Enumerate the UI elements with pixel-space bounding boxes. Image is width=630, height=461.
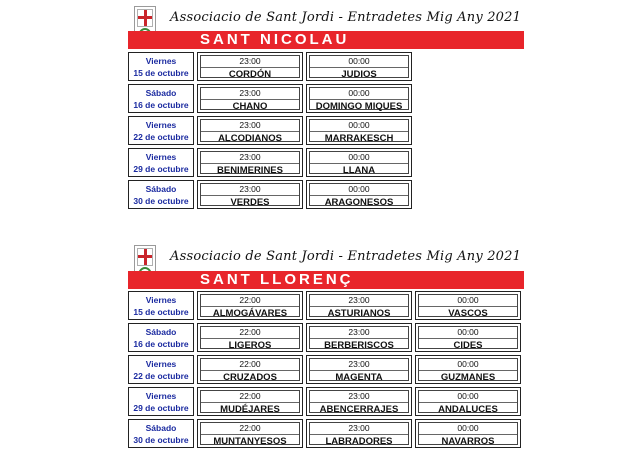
schedule-row — [128, 355, 528, 385]
match-cell — [197, 323, 303, 352]
section-title: Associacio de Sant Jordi - Entradetes Mig Any 2021 — [170, 10, 522, 25]
team-name: VERDES — [230, 197, 270, 208]
section-name: SANT LLORENÇ — [200, 271, 354, 288]
match-time: 00:00 — [310, 56, 408, 68]
match-cell — [306, 387, 412, 416]
match-cell — [415, 355, 521, 384]
match-cell — [306, 419, 412, 448]
match-cell — [197, 291, 303, 320]
match-time: 23:00 — [310, 423, 408, 435]
date-label: 22 de octubre — [133, 132, 189, 142]
day-label: Sábado — [145, 88, 177, 98]
team-name: CRUZADOS — [223, 372, 277, 383]
team-name: ALMOGÁVARES — [212, 308, 288, 319]
date-label: 30 de octubre — [133, 196, 189, 206]
day-label: Viernes — [145, 295, 177, 305]
team-name: GUZMANES — [440, 372, 496, 383]
match-cell — [197, 419, 303, 448]
day-label: Sábado — [145, 423, 177, 433]
match-cell — [197, 180, 303, 209]
schedule-row — [128, 116, 528, 146]
match-cell — [306, 116, 412, 145]
match-time: 22:00 — [201, 327, 299, 339]
date-cell — [128, 148, 194, 177]
match-time: 23:00 — [201, 120, 299, 132]
date-cell — [128, 291, 194, 320]
day-label: Viernes — [145, 391, 177, 401]
day-label: Sábado — [145, 184, 177, 194]
match-time: 23:00 — [201, 56, 299, 68]
schedule-row — [128, 148, 528, 178]
team-name: LABRADORES — [325, 436, 393, 447]
match-time: 00:00 — [419, 327, 517, 339]
schedule-row — [128, 84, 528, 114]
team-name: MAGENTA — [335, 372, 383, 383]
match-time: 23:00 — [310, 359, 408, 371]
team-name: ALCODIANOS — [218, 133, 282, 144]
match-time: 22:00 — [201, 359, 299, 371]
match-cell — [306, 180, 412, 209]
team-name: VASCOS — [448, 308, 488, 319]
team-name: LIGEROS — [228, 340, 272, 351]
date-cell — [128, 180, 194, 209]
match-time: 00:00 — [419, 295, 517, 307]
match-cell — [306, 291, 412, 320]
match-cell — [197, 355, 303, 384]
match-time: 22:00 — [201, 391, 299, 403]
date-label: 15 de octubre — [133, 68, 189, 78]
match-cell — [415, 419, 521, 448]
date-label: 16 de octubre — [133, 339, 189, 349]
team-name: ASTURIANOS — [327, 308, 391, 319]
day-label: Viernes — [145, 56, 177, 66]
match-time: 00:00 — [419, 359, 517, 371]
day-label: Sábado — [145, 327, 177, 337]
date-label: 22 de octubre — [133, 371, 189, 381]
match-cell — [197, 116, 303, 145]
match-cell — [306, 84, 412, 113]
schedule-row — [128, 323, 528, 353]
team-name: BERBERISCOS — [324, 340, 394, 351]
match-time: 23:00 — [201, 184, 299, 196]
match-cell — [415, 291, 521, 320]
schedule-row — [128, 419, 528, 449]
match-time: 00:00 — [310, 184, 408, 196]
match-cell — [197, 148, 303, 177]
team-name: MUNTANYESOS — [213, 436, 287, 447]
date-cell — [128, 355, 194, 384]
match-cell — [415, 387, 521, 416]
team-name: NAVARROS — [441, 436, 495, 447]
match-time: 00:00 — [419, 423, 517, 435]
date-cell — [128, 52, 194, 81]
match-cell — [197, 387, 303, 416]
section-banner — [128, 31, 524, 49]
date-cell — [128, 387, 194, 416]
day-label: Viernes — [145, 152, 177, 162]
section-title: Associacio de Sant Jordi - Entradetes Mig Any 2021 — [170, 249, 522, 264]
team-name: CORDÓN — [228, 69, 272, 80]
date-label: 15 de octubre — [133, 307, 189, 317]
day-label: Viernes — [145, 120, 177, 130]
match-time: 00:00 — [310, 152, 408, 164]
date-label: 30 de octubre — [133, 435, 189, 445]
date-cell — [128, 116, 194, 145]
team-name: JUDIOS — [341, 69, 377, 80]
date-cell — [128, 323, 194, 352]
match-time: 23:00 — [310, 391, 408, 403]
team-name: LLANA — [342, 165, 376, 176]
match-cell — [197, 84, 303, 113]
team-name: ANDALUCES — [438, 404, 498, 415]
match-time: 00:00 — [310, 120, 408, 132]
match-time: 23:00 — [201, 88, 299, 100]
match-time: 00:00 — [419, 391, 517, 403]
match-cell — [415, 323, 521, 352]
team-name: CHANO — [232, 101, 268, 112]
match-time: 00:00 — [310, 88, 408, 100]
date-cell — [128, 419, 194, 448]
team-name: CIDES — [453, 340, 483, 351]
date-label: 29 de octubre — [133, 403, 189, 413]
match-time: 22:00 — [201, 423, 299, 435]
match-cell — [306, 323, 412, 352]
team-name: MUDÉJARES — [220, 404, 280, 415]
date-label: 29 de octubre — [133, 164, 189, 174]
match-cell — [306, 52, 412, 81]
day-label: Viernes — [145, 359, 177, 369]
team-name: BENIMERINES — [217, 165, 283, 176]
team-name: ABENCERRAJES — [319, 404, 399, 415]
schedule-row — [128, 52, 528, 82]
match-cell — [306, 148, 412, 177]
match-time: 23:00 — [201, 152, 299, 164]
match-cell — [306, 355, 412, 384]
section-banner — [128, 271, 524, 289]
team-name: ARAGONESOS — [324, 197, 394, 208]
match-time: 22:00 — [201, 295, 299, 307]
date-label: 16 de octubre — [133, 100, 189, 110]
match-time: 23:00 — [310, 327, 408, 339]
match-time: 23:00 — [310, 295, 408, 307]
match-cell — [197, 52, 303, 81]
schedule-row — [128, 291, 528, 321]
team-name: MARRAKESCH — [324, 133, 394, 144]
team-name: DOMINGO MIQUES — [315, 101, 403, 112]
date-cell — [128, 84, 194, 113]
schedule-row — [128, 387, 528, 417]
schedule-row — [128, 180, 528, 210]
section-name: SANT NICOLAU — [200, 31, 350, 48]
